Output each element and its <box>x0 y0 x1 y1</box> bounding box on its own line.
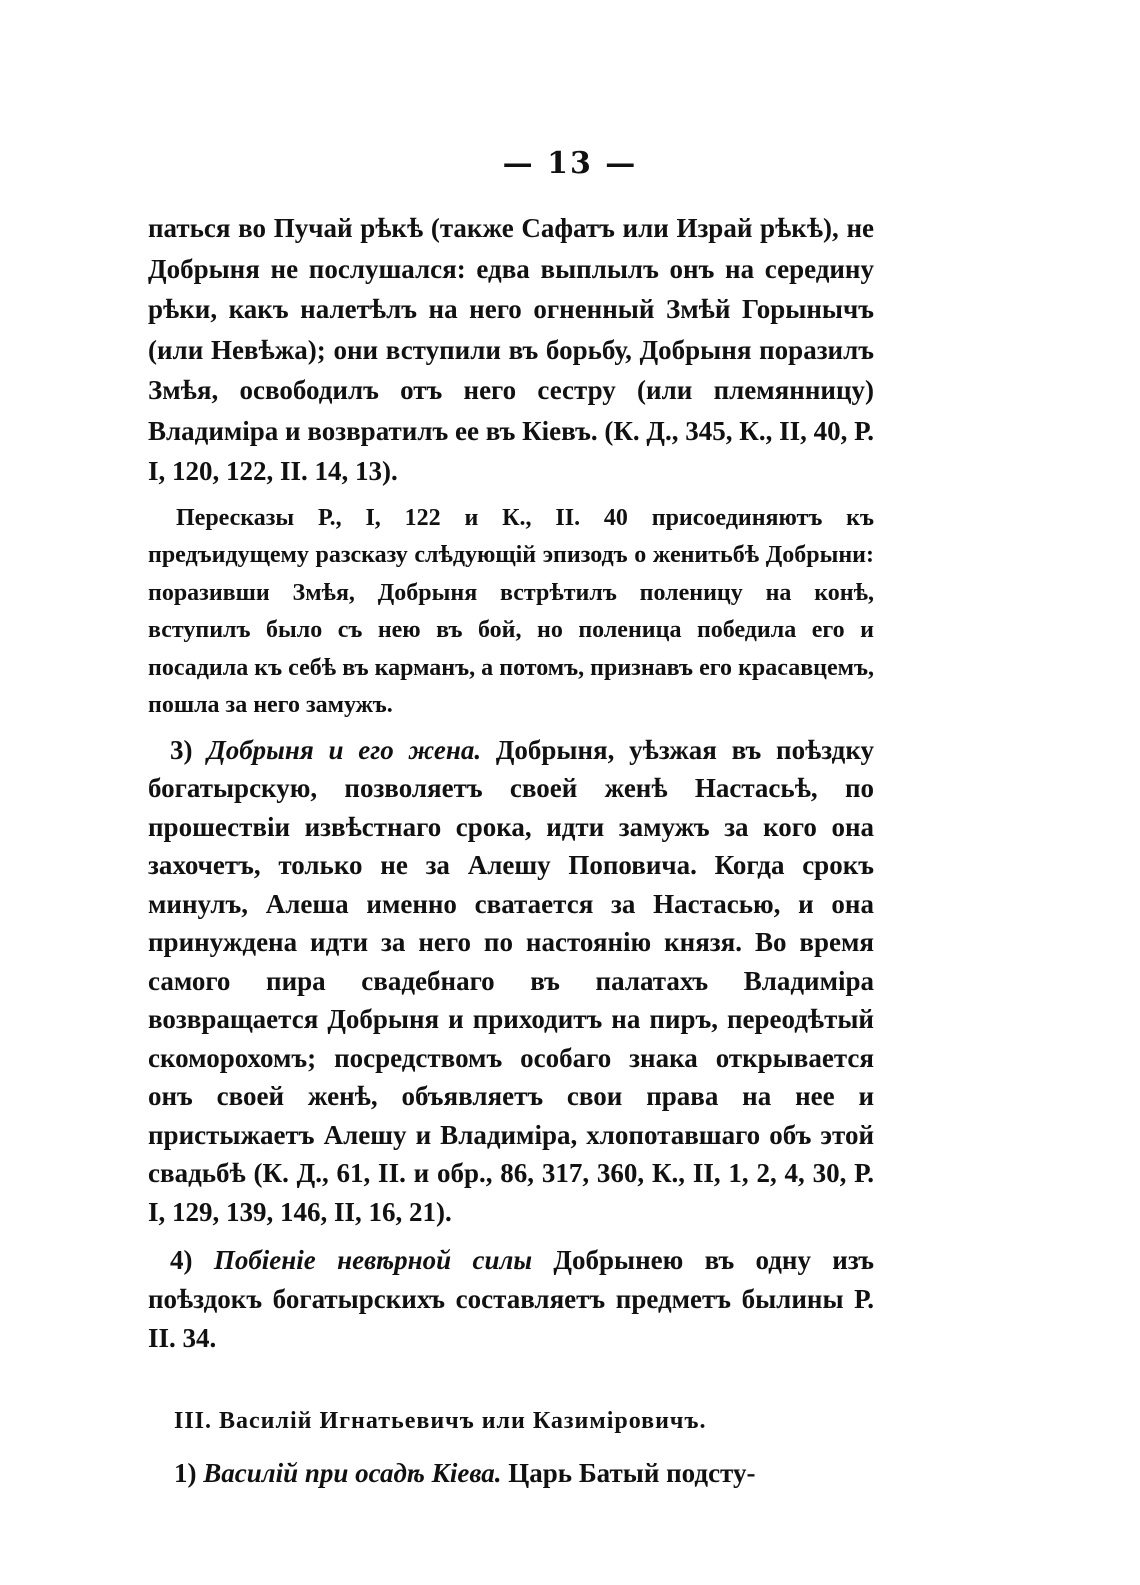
page-number: — 13 — <box>502 146 638 181</box>
paragraph-1: паться во Пучай рѣкѣ (также Сафатъ или Израй рѣкѣ), не Добрыня не послушался: едва выплылъ онъ на середину рѣки, какъ налетѣлъ на него огненный Змѣй Горынычъ (или Невѣжа); они вступили въ борьбу, Добрыня поразилъ Змѣя, освободилъ отъ него сестру (или племянницу) Владиміра и возвратилъ ее въ Кіевъ. (К. Д., 345, К., II, 40, Р. I, 120, 122, II. 14, 13). <box>148 213 874 486</box>
paragraph-3-text: Добрыня, уѣзжая въ поѣздку богатырскую, позволяетъ своей женѣ Настасьѣ, по прошествіи извѣстнаго срока, идти замужъ за кого она захочетъ, только не за Алешу Поповича. Когда срокъ минулъ, Алеша именно сватается за Настасью, и она принуждена идти за него по настоянію князя. Во время самого пира свадебнаго въ палатахъ Владиміра возвращается Добрыня и приходитъ на пиръ, переодѣтый скоморохомъ; посредствомъ особаго знака открывается онъ своей женѣ, объявляетъ свои права на нее и пристыжаетъ Алешу и Владиміра, хлопотавшаго объ этой свадьбѣ (К. Д., 61, II. и обр., 86, 317, 360, К., II, 1, 2, 4, 30, Р. I, 129, 139, 146, II, 16, 21). <box>148 734 875 1227</box>
paragraph-3-number: 3) <box>170 734 193 765</box>
section-title: III. Василій Игнатьевичъ или Казиміровичъ. <box>174 1408 707 1434</box>
paragraph-4-heading: Побіеніе невѣрной силы <box>213 1245 533 1275</box>
section-item-number: 1) <box>174 1458 197 1488</box>
body-text <box>148 208 874 1493</box>
paragraph-2: Пересказы Р., I, 122 и К., II. 40 присоединяютъ къ предъидущему разсказу слѣдующій эпизодъ о женитьбѣ Добрыни: поразивши Змѣя, Добрыня встрѣтилъ поленицу на конѣ, вступилъ было съ нею въ бой, но поленица победила его и посадила къ себѣ въ карманъ, а потомъ, признавъ его красавцемъ, пошла за него замужъ. <box>148 504 874 718</box>
section-item-1 <box>148 1453 874 1493</box>
paragraph-3 <box>148 731 874 1232</box>
section-item-text: Царь Батый подсту- <box>508 1458 756 1488</box>
section-item-heading: Василій при осадѣ Кіева. <box>203 1458 502 1488</box>
paragraph-4 <box>148 1241 874 1358</box>
paragraph-4-number: 4) <box>170 1245 193 1275</box>
paragraph-3-heading: Добрыня и его жена. <box>207 734 482 765</box>
paragraph-4-text: Добрынею въ одну изъ поѣздокъ богатырскихъ составляетъ предметъ былины Р. II. 34. <box>148 1245 874 1353</box>
